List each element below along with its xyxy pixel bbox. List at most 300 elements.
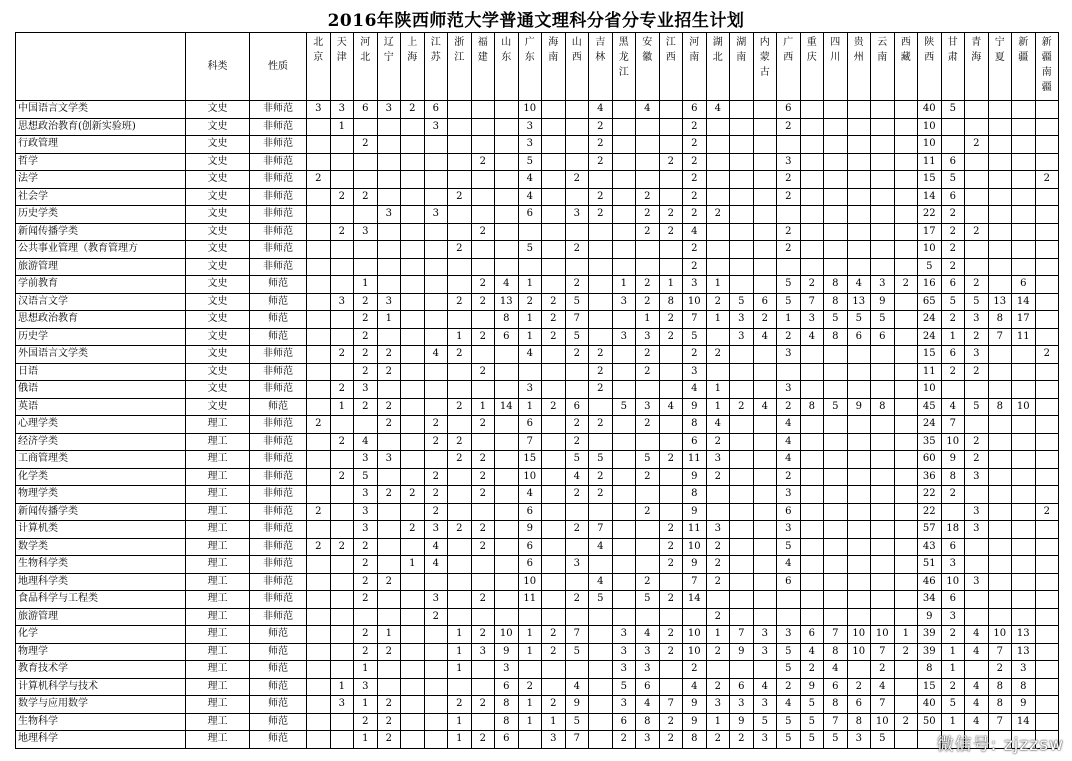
major-name-cell: 新闻传播学类 bbox=[16, 503, 186, 521]
quota-cell: 1 bbox=[941, 643, 965, 661]
quota-cell bbox=[565, 258, 589, 276]
quota-cell: 2 bbox=[401, 101, 425, 119]
quota-cell: 8 bbox=[495, 311, 519, 329]
table-row bbox=[16, 293, 1059, 311]
quota-cell bbox=[1012, 363, 1036, 381]
quota-cell: 10 bbox=[683, 538, 707, 556]
quota-cell bbox=[307, 591, 331, 609]
quota-cell bbox=[988, 206, 1012, 224]
quota-cell: 3 bbox=[612, 626, 636, 644]
quota-cell: 5 bbox=[612, 398, 636, 416]
quota-cell bbox=[542, 346, 566, 364]
province-label: 吉林 bbox=[595, 37, 606, 63]
quota-cell bbox=[307, 398, 331, 416]
quota-cell bbox=[847, 346, 871, 364]
table-row bbox=[16, 451, 1059, 469]
quota-cell bbox=[424, 643, 448, 661]
quota-cell bbox=[847, 118, 871, 136]
quota-cell bbox=[612, 538, 636, 556]
quota-cell: 10 bbox=[847, 626, 871, 644]
quota-cell bbox=[401, 136, 425, 154]
quota-cell: 6 bbox=[730, 678, 754, 696]
quota-cell: 8 bbox=[495, 696, 519, 714]
quota-cell: 8 bbox=[1012, 678, 1036, 696]
quota-cell bbox=[988, 276, 1012, 294]
quota-cell bbox=[307, 153, 331, 171]
quota-cell: 7 bbox=[988, 328, 1012, 346]
quota-cell: 2 bbox=[330, 468, 354, 486]
quota-cell bbox=[495, 556, 519, 574]
nature-cell: 非师范 bbox=[250, 346, 307, 364]
quota-cell bbox=[401, 678, 425, 696]
quota-cell: 13 bbox=[1012, 626, 1036, 644]
quota-cell: 14 bbox=[495, 398, 519, 416]
category-cell: 文史 bbox=[186, 153, 250, 171]
quota-cell bbox=[777, 258, 801, 276]
quota-cell: 11 bbox=[918, 153, 942, 171]
quota-cell bbox=[753, 381, 777, 399]
quota-cell bbox=[824, 381, 848, 399]
category-cell: 文史 bbox=[186, 276, 250, 294]
major-name-cell: 新闻传播学类 bbox=[16, 223, 186, 241]
quota-cell bbox=[401, 398, 425, 416]
quota-cell: 7 bbox=[988, 713, 1012, 731]
major-name-cell: 行政管理 bbox=[16, 136, 186, 154]
quota-cell: 7 bbox=[871, 696, 895, 714]
major-name-cell: 旅游管理 bbox=[16, 608, 186, 626]
quota-cell bbox=[542, 486, 566, 504]
quota-cell: 5 bbox=[800, 696, 824, 714]
quota-cell: 2 bbox=[965, 363, 989, 381]
quota-cell: 57 bbox=[918, 521, 942, 539]
quota-cell: 2 bbox=[777, 118, 801, 136]
quota-cell: 5 bbox=[941, 171, 965, 189]
quota-cell bbox=[871, 416, 895, 434]
quota-cell: 1 bbox=[706, 276, 730, 294]
quota-cell bbox=[730, 468, 754, 486]
quota-cell: 2 bbox=[800, 661, 824, 679]
quota-cell: 3 bbox=[753, 643, 777, 661]
quota-cell: 46 bbox=[918, 573, 942, 591]
quota-cell bbox=[706, 153, 730, 171]
quota-cell bbox=[612, 136, 636, 154]
quota-cell: 2 bbox=[636, 206, 660, 224]
quota-cell bbox=[894, 468, 918, 486]
quota-cell: 6 bbox=[612, 713, 636, 731]
quota-cell bbox=[542, 153, 566, 171]
quota-cell: 4 bbox=[777, 556, 801, 574]
quota-cell: 2 bbox=[565, 433, 589, 451]
quota-cell: 7 bbox=[871, 643, 895, 661]
quota-cell bbox=[612, 521, 636, 539]
header-nature: 性质 bbox=[250, 33, 307, 101]
quota-cell: 6 bbox=[354, 101, 378, 119]
quota-cell: 1 bbox=[518, 626, 542, 644]
province-label: 江苏 bbox=[430, 37, 441, 63]
major-name-cell: 心理学类 bbox=[16, 416, 186, 434]
quota-cell bbox=[424, 381, 448, 399]
quota-cell bbox=[612, 451, 636, 469]
quota-cell bbox=[307, 468, 331, 486]
quota-cell bbox=[589, 398, 613, 416]
quota-cell bbox=[542, 223, 566, 241]
quota-cell: 9 bbox=[847, 398, 871, 416]
quota-cell bbox=[1012, 591, 1036, 609]
quota-cell bbox=[800, 538, 824, 556]
quota-cell bbox=[706, 591, 730, 609]
quota-cell bbox=[1035, 223, 1059, 241]
quota-cell bbox=[612, 416, 636, 434]
quota-cell bbox=[871, 223, 895, 241]
quota-cell: 2 bbox=[565, 486, 589, 504]
nature-cell: 非师范 bbox=[250, 503, 307, 521]
quota-cell: 7 bbox=[589, 521, 613, 539]
quota-cell bbox=[612, 311, 636, 329]
quota-cell bbox=[753, 363, 777, 381]
quota-cell: 3 bbox=[495, 661, 519, 679]
quota-cell bbox=[847, 363, 871, 381]
quota-cell bbox=[1012, 206, 1036, 224]
quota-cell: 1 bbox=[706, 311, 730, 329]
quota-cell bbox=[424, 171, 448, 189]
quota-cell bbox=[448, 118, 472, 136]
category-cell: 文史 bbox=[186, 346, 250, 364]
quota-cell bbox=[636, 433, 660, 451]
quota-cell: 2 bbox=[448, 241, 472, 259]
quota-cell: 3 bbox=[424, 118, 448, 136]
quota-cell bbox=[988, 591, 1012, 609]
category-cell: 理工 bbox=[186, 521, 250, 539]
quota-cell bbox=[1012, 433, 1036, 451]
quota-cell: 2 bbox=[965, 328, 989, 346]
quota-cell: 2 bbox=[471, 591, 495, 609]
quota-cell: 6 bbox=[495, 328, 519, 346]
quota-cell: 2 bbox=[636, 416, 660, 434]
quota-cell: 8 bbox=[988, 398, 1012, 416]
quota-cell: 3 bbox=[753, 731, 777, 749]
category-cell: 理工 bbox=[186, 643, 250, 661]
quota-cell: 2 bbox=[542, 626, 566, 644]
quota-cell bbox=[542, 608, 566, 626]
quota-cell bbox=[847, 468, 871, 486]
quota-cell bbox=[330, 171, 354, 189]
province-label: 青海 bbox=[971, 37, 982, 63]
quota-cell: 3 bbox=[965, 573, 989, 591]
nature-cell: 非师范 bbox=[250, 258, 307, 276]
quota-cell bbox=[894, 241, 918, 259]
quota-cell bbox=[988, 381, 1012, 399]
quota-cell: 3 bbox=[706, 696, 730, 714]
quota-cell bbox=[659, 433, 683, 451]
quota-cell bbox=[307, 731, 331, 749]
quota-cell: 2 bbox=[1035, 503, 1059, 521]
quota-cell: 2 bbox=[965, 276, 989, 294]
nature-cell: 师范 bbox=[250, 661, 307, 679]
quota-cell bbox=[894, 398, 918, 416]
quota-cell bbox=[424, 241, 448, 259]
quota-cell: 8 bbox=[659, 293, 683, 311]
quota-cell bbox=[730, 503, 754, 521]
quota-cell bbox=[471, 258, 495, 276]
quota-cell: 4 bbox=[941, 398, 965, 416]
quota-cell bbox=[753, 153, 777, 171]
quota-cell: 35 bbox=[918, 433, 942, 451]
quota-cell bbox=[636, 153, 660, 171]
quota-cell: 2 bbox=[542, 311, 566, 329]
quota-cell bbox=[330, 328, 354, 346]
quota-cell bbox=[636, 118, 660, 136]
quota-cell: 2 bbox=[471, 451, 495, 469]
quota-cell: 2 bbox=[659, 556, 683, 574]
quota-cell bbox=[636, 521, 660, 539]
quota-cell: 6 bbox=[777, 503, 801, 521]
quota-cell: 2 bbox=[330, 223, 354, 241]
quota-cell bbox=[495, 591, 519, 609]
quota-cell bbox=[824, 556, 848, 574]
quota-cell: 1 bbox=[518, 311, 542, 329]
table-row bbox=[16, 398, 1059, 416]
quota-cell: 4 bbox=[636, 626, 660, 644]
quota-cell bbox=[824, 258, 848, 276]
header-category: 科类 bbox=[186, 33, 250, 101]
quota-cell: 2 bbox=[636, 276, 660, 294]
quota-cell: 5 bbox=[777, 731, 801, 749]
quota-cell: 18 bbox=[941, 521, 965, 539]
quota-cell bbox=[307, 626, 331, 644]
quota-cell: 6 bbox=[800, 626, 824, 644]
quota-cell: 17 bbox=[1012, 311, 1036, 329]
quota-cell bbox=[871, 608, 895, 626]
quota-cell: 9 bbox=[495, 643, 519, 661]
category-cell: 文史 bbox=[186, 136, 250, 154]
quota-cell bbox=[565, 223, 589, 241]
quota-cell: 2 bbox=[307, 538, 331, 556]
quota-cell: 2 bbox=[589, 363, 613, 381]
quota-cell bbox=[495, 573, 519, 591]
quota-cell: 14 bbox=[1012, 713, 1036, 731]
province-label: 内蒙古 bbox=[759, 37, 770, 78]
quota-cell bbox=[636, 136, 660, 154]
quota-cell: 4 bbox=[589, 573, 613, 591]
quota-cell bbox=[894, 678, 918, 696]
quota-cell: 5 bbox=[824, 731, 848, 749]
quota-cell bbox=[542, 206, 566, 224]
quota-cell bbox=[894, 171, 918, 189]
quota-cell: 2 bbox=[659, 223, 683, 241]
quota-cell bbox=[448, 276, 472, 294]
quota-cell: 3 bbox=[354, 451, 378, 469]
quota-cell: 2 bbox=[683, 171, 707, 189]
quota-cell: 2 bbox=[377, 416, 401, 434]
quota-cell: 2 bbox=[424, 433, 448, 451]
quota-cell: 7 bbox=[730, 626, 754, 644]
quota-cell bbox=[424, 573, 448, 591]
major-name-cell: 物理学类 bbox=[16, 486, 186, 504]
quota-cell bbox=[730, 223, 754, 241]
quota-cell bbox=[589, 433, 613, 451]
quota-cell bbox=[612, 258, 636, 276]
quota-cell bbox=[589, 311, 613, 329]
quota-cell: 34 bbox=[918, 591, 942, 609]
quota-cell bbox=[730, 101, 754, 119]
nature-cell: 非师范 bbox=[250, 118, 307, 136]
quota-cell: 3 bbox=[683, 276, 707, 294]
quota-cell: 1 bbox=[448, 661, 472, 679]
quota-cell: 4 bbox=[965, 696, 989, 714]
quota-cell: 10 bbox=[495, 626, 519, 644]
major-name-cell: 化学 bbox=[16, 626, 186, 644]
quota-cell bbox=[307, 678, 331, 696]
quota-cell bbox=[401, 608, 425, 626]
quota-cell bbox=[824, 486, 848, 504]
major-name-cell: 数学与应用数学 bbox=[16, 696, 186, 714]
quota-cell: 6 bbox=[636, 678, 660, 696]
quota-cell bbox=[377, 538, 401, 556]
quota-cell bbox=[424, 293, 448, 311]
quota-cell bbox=[1035, 713, 1059, 731]
quota-cell: 8 bbox=[800, 398, 824, 416]
quota-cell: 8 bbox=[683, 486, 707, 504]
quota-cell bbox=[894, 311, 918, 329]
quota-cell: 10 bbox=[683, 293, 707, 311]
quota-cell: 3 bbox=[730, 328, 754, 346]
province-label: 湖北 bbox=[712, 37, 723, 63]
quota-cell bbox=[542, 556, 566, 574]
quota-cell bbox=[1035, 398, 1059, 416]
quota-cell bbox=[307, 363, 331, 381]
quota-cell: 43 bbox=[918, 538, 942, 556]
quota-cell bbox=[612, 153, 636, 171]
quota-cell bbox=[1012, 118, 1036, 136]
quota-cell: 2 bbox=[589, 136, 613, 154]
quota-cell bbox=[753, 661, 777, 679]
table-row bbox=[16, 678, 1059, 696]
quota-cell bbox=[377, 328, 401, 346]
quota-cell bbox=[448, 311, 472, 329]
quota-cell bbox=[448, 416, 472, 434]
quota-cell bbox=[1012, 241, 1036, 259]
quota-cell: 4 bbox=[753, 398, 777, 416]
quota-cell bbox=[894, 451, 918, 469]
quota-cell: 1 bbox=[377, 311, 401, 329]
quota-cell bbox=[800, 521, 824, 539]
quota-cell bbox=[330, 643, 354, 661]
quota-cell: 11 bbox=[1012, 328, 1036, 346]
quota-cell bbox=[307, 258, 331, 276]
quota-cell: 3 bbox=[777, 626, 801, 644]
quota-cell bbox=[894, 521, 918, 539]
quota-cell: 5 bbox=[871, 311, 895, 329]
quota-cell bbox=[1012, 153, 1036, 171]
quota-cell: 2 bbox=[448, 293, 472, 311]
quota-cell bbox=[706, 328, 730, 346]
quota-cell bbox=[495, 521, 519, 539]
quota-cell bbox=[847, 538, 871, 556]
quota-cell bbox=[330, 608, 354, 626]
quota-cell bbox=[1035, 363, 1059, 381]
quota-cell: 2 bbox=[589, 381, 613, 399]
quota-cell bbox=[495, 188, 519, 206]
quota-cell bbox=[800, 573, 824, 591]
quota-cell: 2 bbox=[706, 608, 730, 626]
quota-cell: 3 bbox=[307, 101, 331, 119]
quota-cell bbox=[307, 573, 331, 591]
quota-cell bbox=[988, 503, 1012, 521]
nature-cell: 非师范 bbox=[250, 486, 307, 504]
quota-cell bbox=[824, 241, 848, 259]
quota-cell bbox=[612, 118, 636, 136]
quota-cell: 3 bbox=[636, 661, 660, 679]
quota-cell bbox=[871, 188, 895, 206]
quota-cell bbox=[659, 258, 683, 276]
quota-cell: 3 bbox=[753, 696, 777, 714]
quota-cell: 2 bbox=[659, 206, 683, 224]
quota-cell: 5 bbox=[730, 293, 754, 311]
quota-cell bbox=[824, 363, 848, 381]
nature-cell: 师范 bbox=[250, 398, 307, 416]
quota-cell bbox=[894, 328, 918, 346]
category-cell: 理工 bbox=[186, 713, 250, 731]
quota-cell: 2 bbox=[424, 503, 448, 521]
quota-cell bbox=[542, 573, 566, 591]
header-row bbox=[16, 33, 1059, 101]
quota-cell: 2 bbox=[777, 398, 801, 416]
quota-cell bbox=[354, 258, 378, 276]
quota-cell bbox=[824, 608, 848, 626]
quota-cell bbox=[847, 486, 871, 504]
quota-cell: 4 bbox=[495, 276, 519, 294]
quota-cell bbox=[824, 573, 848, 591]
quota-cell bbox=[565, 153, 589, 171]
quota-cell: 10 bbox=[683, 626, 707, 644]
header-province bbox=[824, 33, 848, 101]
quota-cell: 2 bbox=[941, 311, 965, 329]
nature-cell: 师范 bbox=[250, 626, 307, 644]
quota-cell bbox=[612, 573, 636, 591]
quota-cell: 3 bbox=[847, 731, 871, 749]
header-province bbox=[1035, 33, 1059, 101]
quota-cell bbox=[659, 573, 683, 591]
category-cell: 理工 bbox=[186, 678, 250, 696]
quota-cell bbox=[730, 118, 754, 136]
quota-cell: 2 bbox=[448, 433, 472, 451]
quota-cell: 5 bbox=[824, 311, 848, 329]
quota-cell: 3 bbox=[706, 521, 730, 539]
quota-cell bbox=[753, 573, 777, 591]
quota-cell: 2 bbox=[471, 293, 495, 311]
quota-cell bbox=[871, 433, 895, 451]
quota-cell bbox=[753, 188, 777, 206]
quota-cell bbox=[612, 101, 636, 119]
quota-cell bbox=[542, 521, 566, 539]
quota-cell: 2 bbox=[471, 521, 495, 539]
quota-cell: 2 bbox=[589, 346, 613, 364]
table-row bbox=[16, 118, 1059, 136]
category-cell: 文史 bbox=[186, 101, 250, 119]
quota-cell bbox=[730, 661, 754, 679]
quota-cell: 3 bbox=[965, 521, 989, 539]
table-row bbox=[16, 503, 1059, 521]
quota-cell bbox=[753, 503, 777, 521]
quota-cell: 2 bbox=[847, 678, 871, 696]
nature-cell: 非师范 bbox=[250, 538, 307, 556]
watermark: 微信号: zjzzsw bbox=[936, 735, 1064, 755]
quota-cell: 2 bbox=[518, 678, 542, 696]
quota-cell bbox=[800, 486, 824, 504]
quota-cell bbox=[636, 258, 660, 276]
quota-cell: 8 bbox=[495, 713, 519, 731]
quota-cell bbox=[448, 678, 472, 696]
